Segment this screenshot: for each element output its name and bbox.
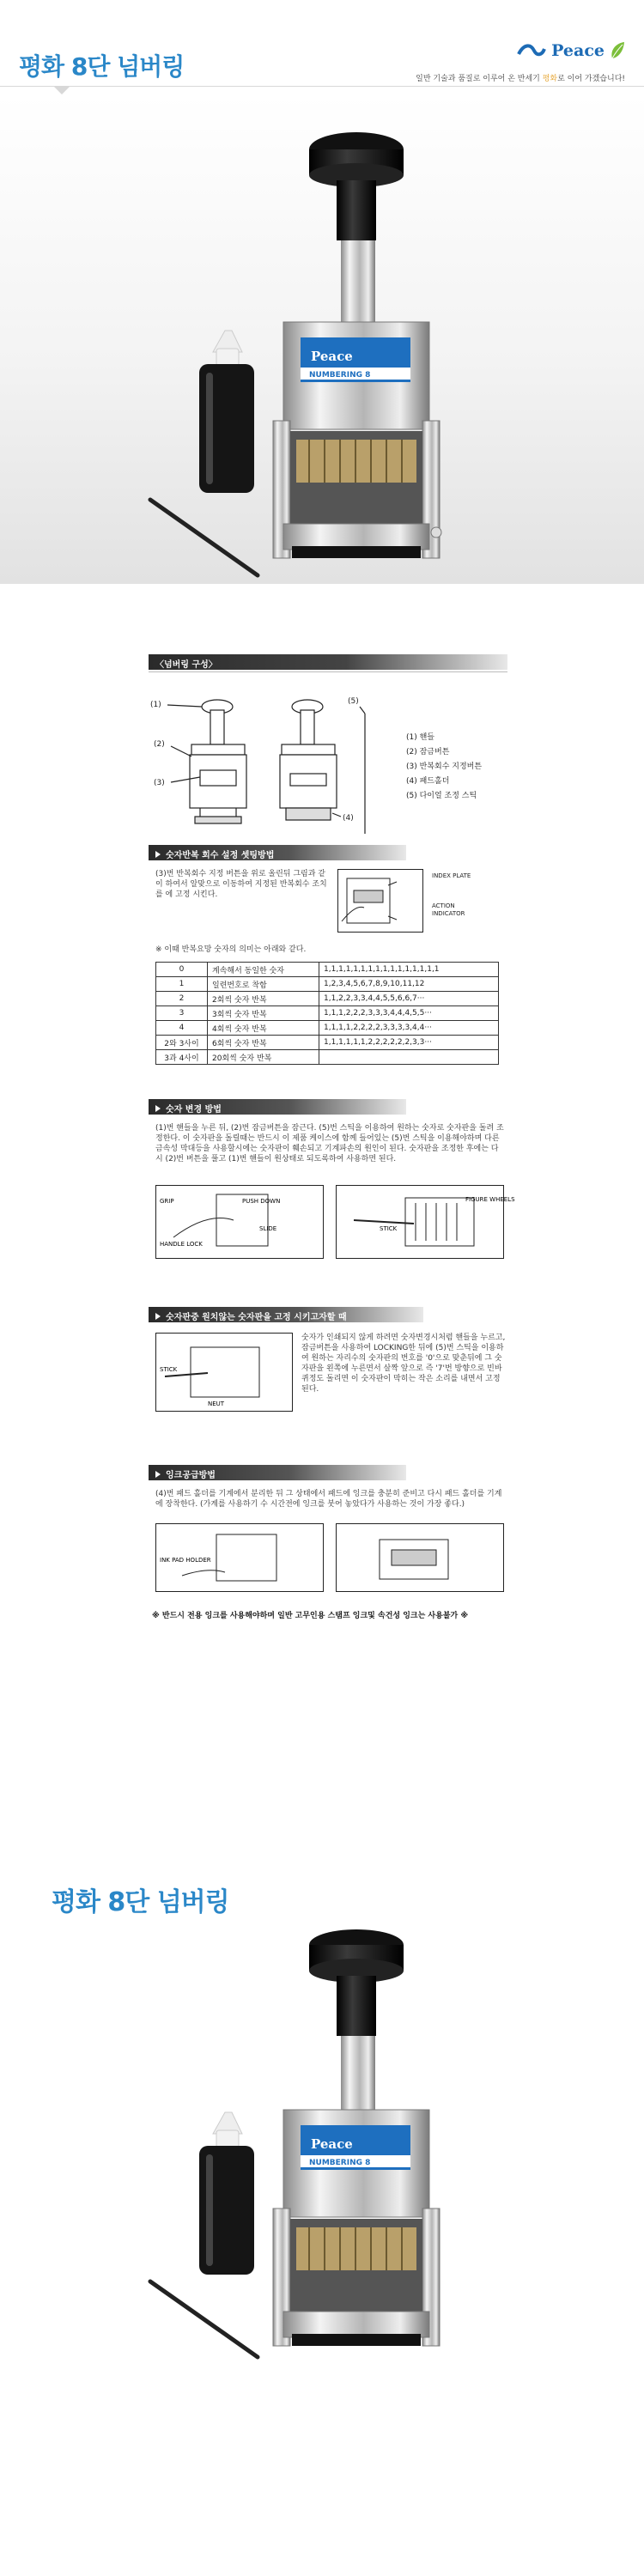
header-divider-notch (53, 86, 70, 94)
page-header (0, 0, 644, 103)
dial-stick (150, 500, 258, 575)
ink-heading: 잉크공급방법 (149, 1465, 406, 1480)
table-row (156, 963, 499, 977)
ink-bottle (199, 331, 254, 493)
repeat-table (155, 962, 499, 1065)
ink-figure-1 (155, 1523, 324, 1592)
table-cell: 3과 4사이 (156, 1050, 208, 1065)
composition-heading: 〈넘버링 구성〉 (149, 654, 507, 670)
table-cell: 1,1,1,1,1,1,1,1,1,1,1,1,1,1,1,1 (319, 963, 499, 977)
parts-legend (406, 731, 482, 804)
legend-item: (1) 핸들 (406, 733, 434, 742)
table-cell: 6회씩 숫자 반복 (208, 1036, 319, 1050)
svg-text:NEUT: NEUT (208, 1400, 225, 1407)
ink-text: (4)번 패드 홀더를 기계에서 분리한 뒤 그 상태에서 패드에 잉크를 충분히 준비고 다시 패드 홀더를 기계에 장착한다. (가계를 사용하기 수 시간전에 잉크를 붓어 놓았다가 사용하는 것이 가장 좋다.) (155, 1490, 502, 1509)
product-photo (0, 94, 644, 584)
table-cell: 1,1,1,1,2,2,2,2,3,3,3,3,4,4··· (319, 1021, 499, 1036)
repeat-text: (3)번 반복회수 지정 버튼을 위로 올린뒤 그림과 같이 하여서 알맞으로 이동하여 지정된 반복회수 조치를 에 고정 시킨다. (155, 870, 327, 899)
table-cell: 일련번호로 착함 (208, 977, 319, 992)
fix-heading: 숫자판중 원치않는 숫자판을 고정 시키고자할 때 (149, 1307, 423, 1322)
brand-slogan: 일반 기술과 품질로 이루어 온 반세기 평화로 이어 가겠습니다! (416, 75, 625, 83)
ink-figure-2 (336, 1523, 504, 1592)
table-row (156, 1021, 499, 1036)
table-cell: 1,1,1,2,2,2,3,3,3,4,4,4,5,5··· (319, 1006, 499, 1021)
svg-text:PUSH DOWN: PUSH DOWN (242, 1198, 281, 1205)
change-text: (1)번 핸들을 누른 뒤, (2)번 잠금버튼을 잠근다. (5)번 스틱을 이용하여 원하는 숫자로 숫자판을 돌려 조정한다. 이 숫자판을 돌릴때는 반드시 이 제품 케이스에 함께 들어있는 (5)번 스틱을 이용해야하며 다른 금속성 막대등을 사용할시에는 숫자판이 훼손되고 기계파손의 원인이 된다. 숫자판을 조정한 후에는 다시 (2)번 버튼을 풀고 (1)번 핸들이 원상태로 되도록하여 사용하면 된다. (155, 1124, 504, 1163)
table-row (156, 1050, 499, 1065)
svg-text:NUMBERING 8: NUMBERING 8 (309, 371, 371, 380)
fix-figure (155, 1333, 293, 1412)
table-cell: 1 (156, 977, 208, 992)
table-cell (319, 1050, 499, 1065)
parts-diagram (149, 688, 406, 838)
brand-name: Peace (551, 41, 605, 60)
table-cell: 2회씩 숫자 반복 (208, 992, 319, 1006)
fig-label: ACTION INDICATOR (432, 902, 465, 917)
table-cell: 계속해서 동일한 숫자 (208, 963, 319, 977)
table-cell: 1,1,1,1,1,1,2,2,2,2,2,2,3,3··· (319, 1036, 499, 1050)
table-cell: 4 (156, 1021, 208, 1036)
table-row (156, 977, 499, 992)
svg-text:(2): (2) (154, 740, 165, 749)
numbering-machine-illustration-2 (0, 1928, 644, 2404)
spacer (0, 584, 644, 635)
table-cell: 20회씩 숫자 반복 (208, 1050, 319, 1065)
svg-text:(4): (4) (343, 814, 354, 823)
repeat-note: ※ 이때 반복요망 숫자의 의미는 아래와 같다. (155, 945, 307, 954)
svg-text:NUMBERING 8: NUMBERING 8 (309, 2159, 371, 2167)
table-row (156, 992, 499, 1006)
fig-label: INDEX PLATE (432, 872, 471, 879)
numbering-machine-illustration (0, 94, 644, 584)
svg-text:(1): (1) (150, 701, 161, 709)
table-cell: 2 (156, 992, 208, 1006)
svg-text:Peace: Peace (311, 349, 353, 364)
fix-text: 숫자가 인쇄되지 않게 하려면 숫자변경시처럼 핸들을 누르고, 잠금버튼을 사용하여 LOCKING한 뒤에 (5)번 스틱을 이용하여 원하는 자리수의 숫자판의 번호를 '0'으로 맞춘뒤에 그 숫자판을 왼쪽에 누른면서 살짝 앞으로 즉 '7'번 방향으로 빈바퀴정도 돌리면 이 숫자판이 막히는 작은 소리를 내면서 고정된다. (301, 1334, 506, 1394)
svg-text:(3): (3) (154, 779, 165, 787)
svg-text:STICK: STICK (160, 1366, 178, 1373)
table-row (156, 1036, 499, 1050)
change-figure-1 (155, 1185, 324, 1259)
svg-text:STICK: STICK (380, 1225, 398, 1232)
product-photo-2 (0, 1928, 644, 2404)
composition-diagram (149, 688, 507, 838)
page-title: 평화 8단 넘버링 (19, 52, 185, 81)
table-cell: 1,2,3,4,5,6,7,8,9,10,11,12 (319, 977, 499, 992)
ink-warning: ※ 반드시 전용 잉크를 사용해야하며 일반 고무인용 스탬프 잉크및 속건성 잉크는 사용불가 ※ (152, 1612, 469, 1620)
repeat-figure (337, 869, 423, 933)
table-row (156, 1006, 499, 1021)
svg-text:Peace: Peace (311, 2136, 353, 2152)
table-cell: 2와 3사이 (156, 1036, 208, 1050)
table-cell: 3회씩 숫자 반복 (208, 1006, 319, 1021)
svg-text:INK PAD HOLDER: INK PAD HOLDER (160, 1557, 211, 1564)
legend-item: (4) 패드홀더 (406, 777, 450, 786)
repeat-heading: 숫자반복 회수 설정 셋팅방법 (149, 845, 406, 860)
footer-title: 평화 8단 넘버링 (52, 1887, 229, 1917)
table-cell: 0 (156, 963, 208, 977)
peace-wave-icon (517, 42, 546, 59)
ink-bottle (199, 2112, 254, 2275)
table-cell: 3 (156, 1006, 208, 1021)
svg-text:FIGURE WHEELS: FIGURE WHEELS (465, 1196, 515, 1203)
legend-item: (5) 다이얼 조정 스틱 (406, 792, 477, 800)
table-cell: 4회씩 숫자 반복 (208, 1021, 319, 1036)
legend-item: (3) 반복회수 지정버튼 (406, 762, 483, 771)
table-cell: 1,1,2,2,3,3,4,4,5,5,6,6,7··· (319, 992, 499, 1006)
leaf-icon (610, 41, 625, 60)
svg-text:GRIP: GRIP (160, 1198, 174, 1205)
instruction-manual (149, 654, 515, 1620)
brand-logo (517, 41, 625, 60)
svg-text:SLIDE: SLIDE (259, 1225, 277, 1232)
change-heading: 숫자 변경 방법 (149, 1099, 406, 1115)
legend-item: (2) 잠금버튼 (406, 748, 450, 756)
svg-text:HANDLE LOCK: HANDLE LOCK (160, 1241, 203, 1248)
svg-text:(5): (5) (348, 697, 359, 706)
change-figure-2 (336, 1185, 515, 1259)
header-divider (0, 86, 644, 87)
